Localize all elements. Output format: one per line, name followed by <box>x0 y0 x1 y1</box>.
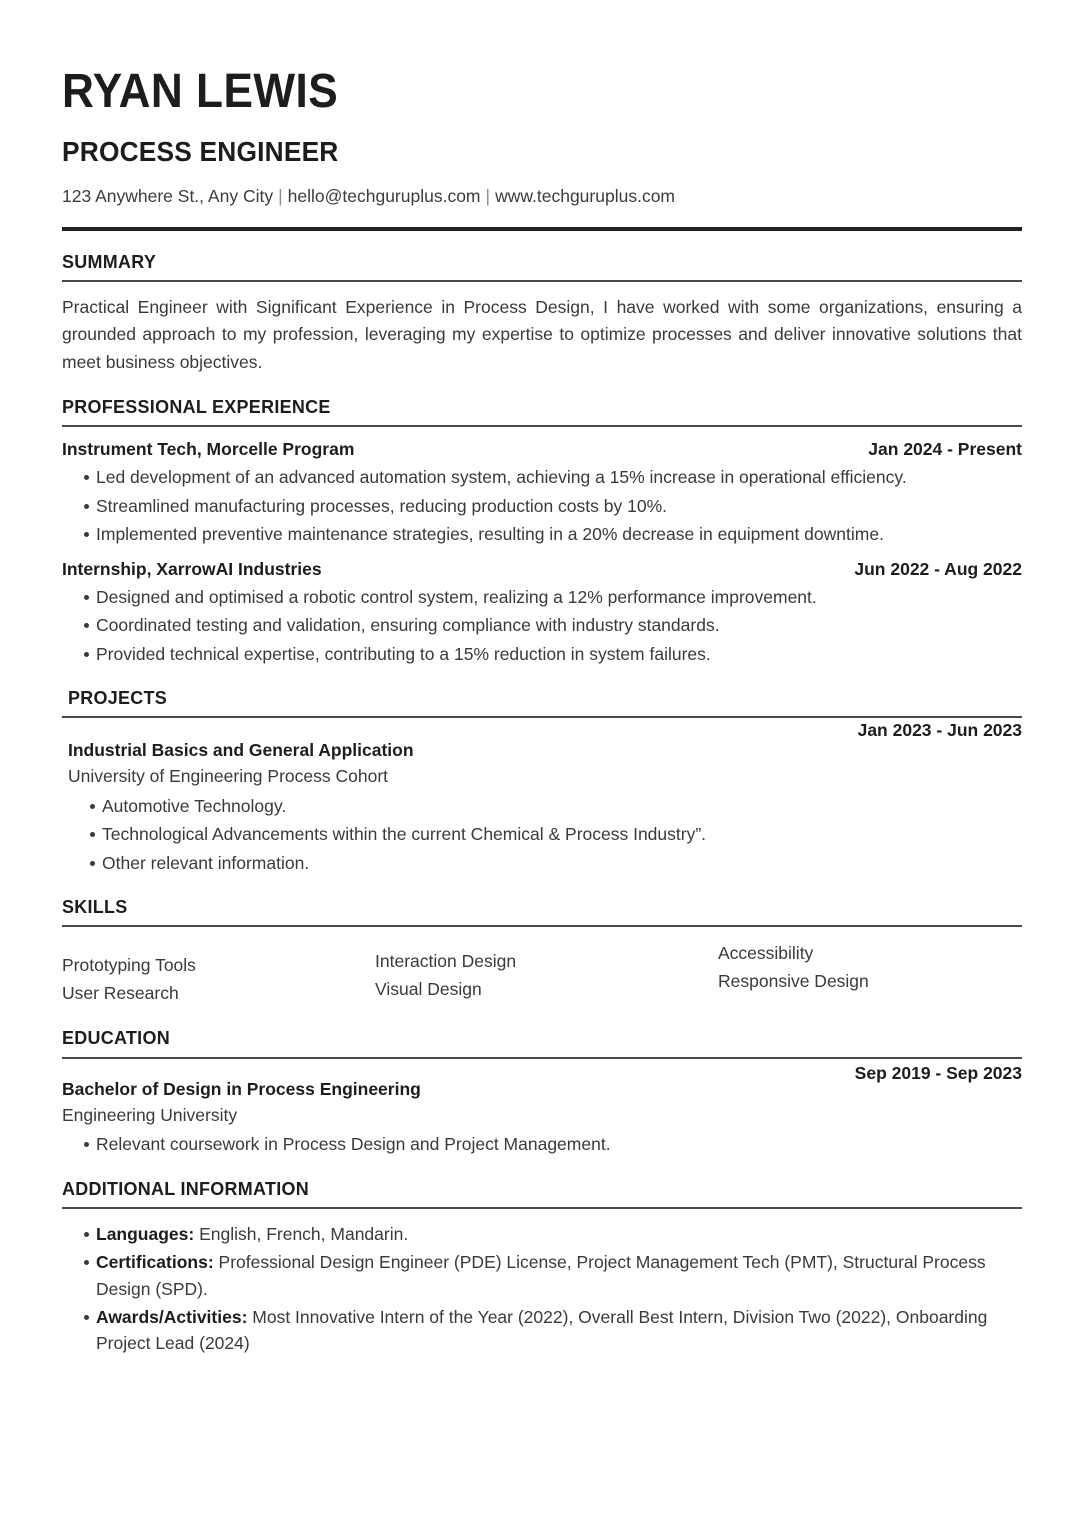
additional-item-text: Most Innovative Intern of the Year (2022), Overall Best Intern, Division Two (2022), Onboarding Project Lead (2024) <box>96 1306 988 1354</box>
project-date: Jan 2023 - Jun 2023 <box>857 720 1022 741</box>
resume-header <box>62 0 1022 231</box>
experience-bullet: Led development of an advanced automation system, achieving a 15% increase in operational efficiency. <box>62 464 1022 490</box>
experience-bullet: Implemented preventive maintenance strategies, resulting in a 20% decrease in equipment downtime. <box>62 521 1022 547</box>
additional-item-text: Professional Design Engineer (PDE) License, Project Management Tech (PMT), Structural Process Design (SPD). <box>96 1252 986 1299</box>
experience-list <box>62 439 1022 667</box>
section-heading-projects: PROJECTS <box>68 686 168 708</box>
additional-item <box>62 1249 1022 1302</box>
section-divider-skills <box>62 925 1022 927</box>
education-title: Bachelor of Design in Process Engineering <box>62 1078 421 1099</box>
summary-text: Practical Engineer with Significant Experience in Process Design, I have worked with some organizations, ensuring a grounded approach to my profession, leveraging my expertise to optimize processes and deliver innovative solutions that meet business objectives. <box>62 297 1022 372</box>
experience-bullet: Provided technical expertise, contributing to a 15% reduction in system failures. <box>62 641 1022 667</box>
experience-bullet-list <box>62 584 1022 667</box>
skills-column-1 <box>62 939 375 1007</box>
contact-separator-1: | <box>278 186 283 206</box>
experience-bullet: Designed and optimised a robotic control system, realizing a 12% performance improvement. <box>62 584 1022 610</box>
candidate-name: RYAN LEWIS <box>62 65 339 118</box>
section-heading-summary: SUMMARY <box>62 250 157 272</box>
additional-item-label: Languages: <box>96 1224 195 1245</box>
additional-item-text: English, French, Mandarin. <box>194 1224 409 1245</box>
additional-item-label: Awards/Activities: <box>96 1306 248 1327</box>
experience-bullet: Streamlined manufacturing processes, reducing production costs by 10%. <box>62 493 1022 519</box>
experience-bullet-list <box>62 464 1022 547</box>
project-title: Industrial Basics and General Application <box>68 740 414 761</box>
section-skills <box>62 895 1022 1008</box>
experience-entry <box>62 559 1022 667</box>
section-divider-additional <box>62 1207 1022 1209</box>
candidate-role: PROCESS ENGINEER <box>62 136 339 167</box>
skills-column-3 <box>718 939 1022 1007</box>
additional-bullet-list <box>62 1221 1022 1356</box>
section-heading-additional: ADDITIONAL INFORMATION <box>62 1177 309 1199</box>
experience-bullet: Coordinated testing and validation, ensuring compliance with industry standards. <box>62 612 1022 638</box>
section-heading-skills: SKILLS <box>62 895 128 917</box>
education-bullet: Relevant coursework in Process Design and Project Management. <box>62 1131 1022 1157</box>
section-experience <box>62 395 1022 667</box>
experience-entry-header <box>62 559 1022 580</box>
project-entry <box>62 720 1022 789</box>
section-heading-experience: PROFESSIONAL EXPERIENCE <box>62 395 331 417</box>
experience-date: Jan 2024 - Present <box>868 439 1022 460</box>
skills-column-2 <box>375 939 718 1007</box>
section-additional-information <box>62 1177 1022 1357</box>
education-entry <box>62 1062 1022 1128</box>
experience-title: Instrument Tech, Morcelle Program <box>62 439 355 460</box>
header-divider <box>62 227 1022 231</box>
skill-item: Interaction Design <box>375 951 517 972</box>
project-bullet: Technological Advancements within the current Chemical & Process Industry”. <box>68 821 1022 847</box>
project-bullet: Other relevant information. <box>68 850 1022 876</box>
additional-item <box>62 1221 1022 1247</box>
resume-content <box>62 0 1022 1356</box>
section-heading-education: EDUCATION <box>62 1027 170 1049</box>
skill-item: Responsive Design <box>718 971 869 992</box>
skills-grid <box>62 939 1022 1007</box>
section-education <box>62 1029 1022 1157</box>
contact-address: 123 Anywhere St., Any City <box>62 186 274 206</box>
skill-item: Prototyping Tools <box>62 955 196 976</box>
contact-email[interactable]: hello@techguruplus.com <box>287 186 481 206</box>
project-bullet-list <box>62 793 1022 876</box>
contact-line <box>62 166 1022 206</box>
project-bullet: Automotive Technology. <box>68 793 1022 819</box>
skill-item: Visual Design <box>375 979 482 1000</box>
education-subtitle: Engineering University <box>62 1104 238 1125</box>
education-date: Sep 2019 - Sep 2023 <box>854 1062 1022 1083</box>
section-summary <box>62 250 1022 376</box>
experience-title: Internship, XarrowAI Industries <box>62 559 322 580</box>
project-subtitle: University of Engineering Process Cohort <box>68 766 389 787</box>
contact-website[interactable]: www.techguruplus.com <box>495 186 676 206</box>
skill-item: User Research <box>62 983 179 1004</box>
experience-date: Jun 2022 - Aug 2022 <box>854 559 1022 580</box>
section-divider-summary <box>62 280 1022 282</box>
contact-separator-2: | <box>485 186 491 206</box>
skill-item: Accessibility <box>718 943 814 964</box>
section-divider-education <box>62 1057 1022 1059</box>
additional-item-label: Certifications: <box>96 1252 214 1273</box>
education-bullet-list <box>62 1131 1022 1157</box>
section-divider-experience <box>62 425 1022 427</box>
section-divider-projects <box>62 716 1022 718</box>
experience-entry <box>62 439 1022 547</box>
section-projects <box>62 686 1022 876</box>
additional-item <box>62 1304 1022 1357</box>
experience-entry-header <box>62 439 1022 460</box>
